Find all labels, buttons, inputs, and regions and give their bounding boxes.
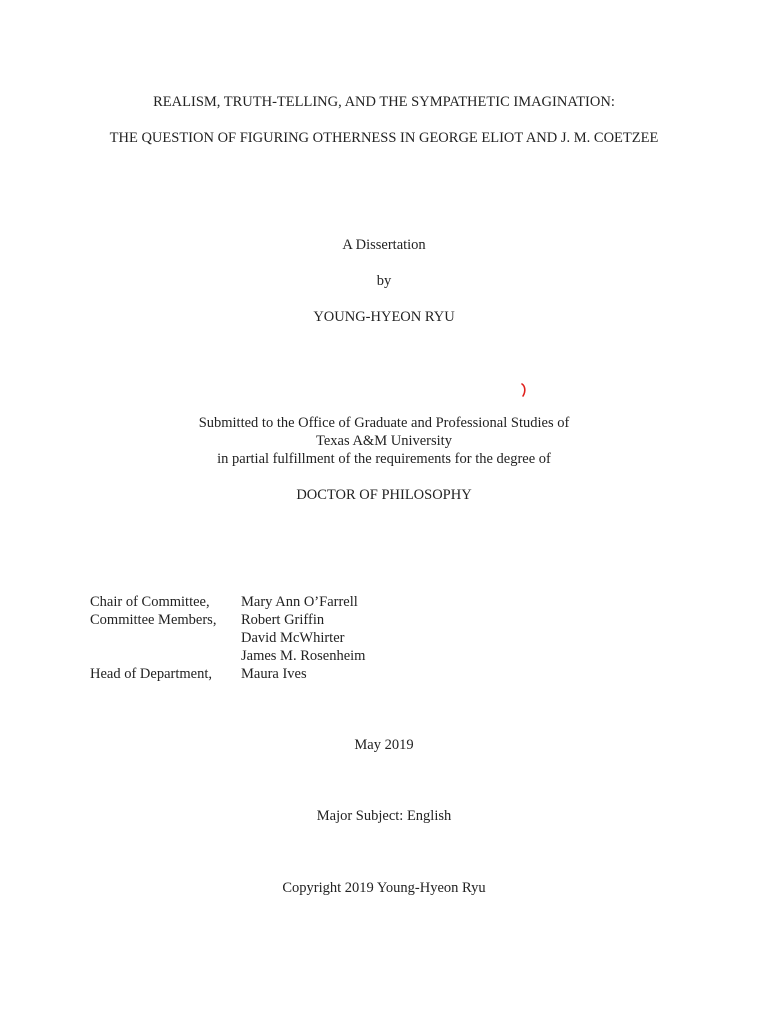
author-name: YOUNG-HYEON RYU [313, 309, 455, 325]
committee-role [90, 647, 241, 665]
title-line-2: THE QUESTION OF FIGURING OTHERNESS IN GEORGE ELIOT AND J. M. COETZEE [109, 130, 659, 146]
committee-row [90, 647, 365, 665]
committee-role: Committee Members, [90, 612, 217, 628]
committee-member-name: David McWhirter [241, 630, 345, 646]
committee-row [90, 611, 365, 629]
submission-line-1: Submitted to the Office of Graduate and Professional Studies of [198, 415, 570, 431]
committee-row [90, 665, 365, 683]
degree-name: DOCTOR OF PHILOSOPHY [296, 487, 472, 503]
by-label: by [376, 273, 392, 289]
committee-row [90, 629, 365, 647]
submission-line-3: in partial fulfillment of the requirements for the degree of [217, 451, 551, 467]
committee-role: Chair of Committee, [90, 594, 210, 610]
copyright-notice: Copyright 2019 Young-Hyeon Ryu [282, 880, 486, 896]
committee-list [90, 593, 365, 683]
major-subject: Major Subject: English [316, 808, 452, 824]
committee-member-name: James M. Rosenheim [241, 648, 366, 664]
title-line-1: REALISM, TRUTH-TELLING, AND THE SYMPATHETIC IMAGINATION: [153, 94, 615, 110]
red-pen-mark [519, 382, 529, 398]
committee-role [90, 629, 241, 647]
submission-line-2: Texas A&M University [316, 433, 452, 449]
committee-row [90, 593, 365, 611]
document-type: A Dissertation [342, 237, 426, 253]
submission-date: May 2019 [354, 737, 414, 753]
committee-role: Head of Department, [90, 666, 212, 682]
committee-member-name: Maura Ives [241, 666, 307, 682]
committee-member-name: Robert Griffin [241, 612, 325, 628]
committee-member-name: Mary Ann O’Farrell [241, 594, 358, 610]
